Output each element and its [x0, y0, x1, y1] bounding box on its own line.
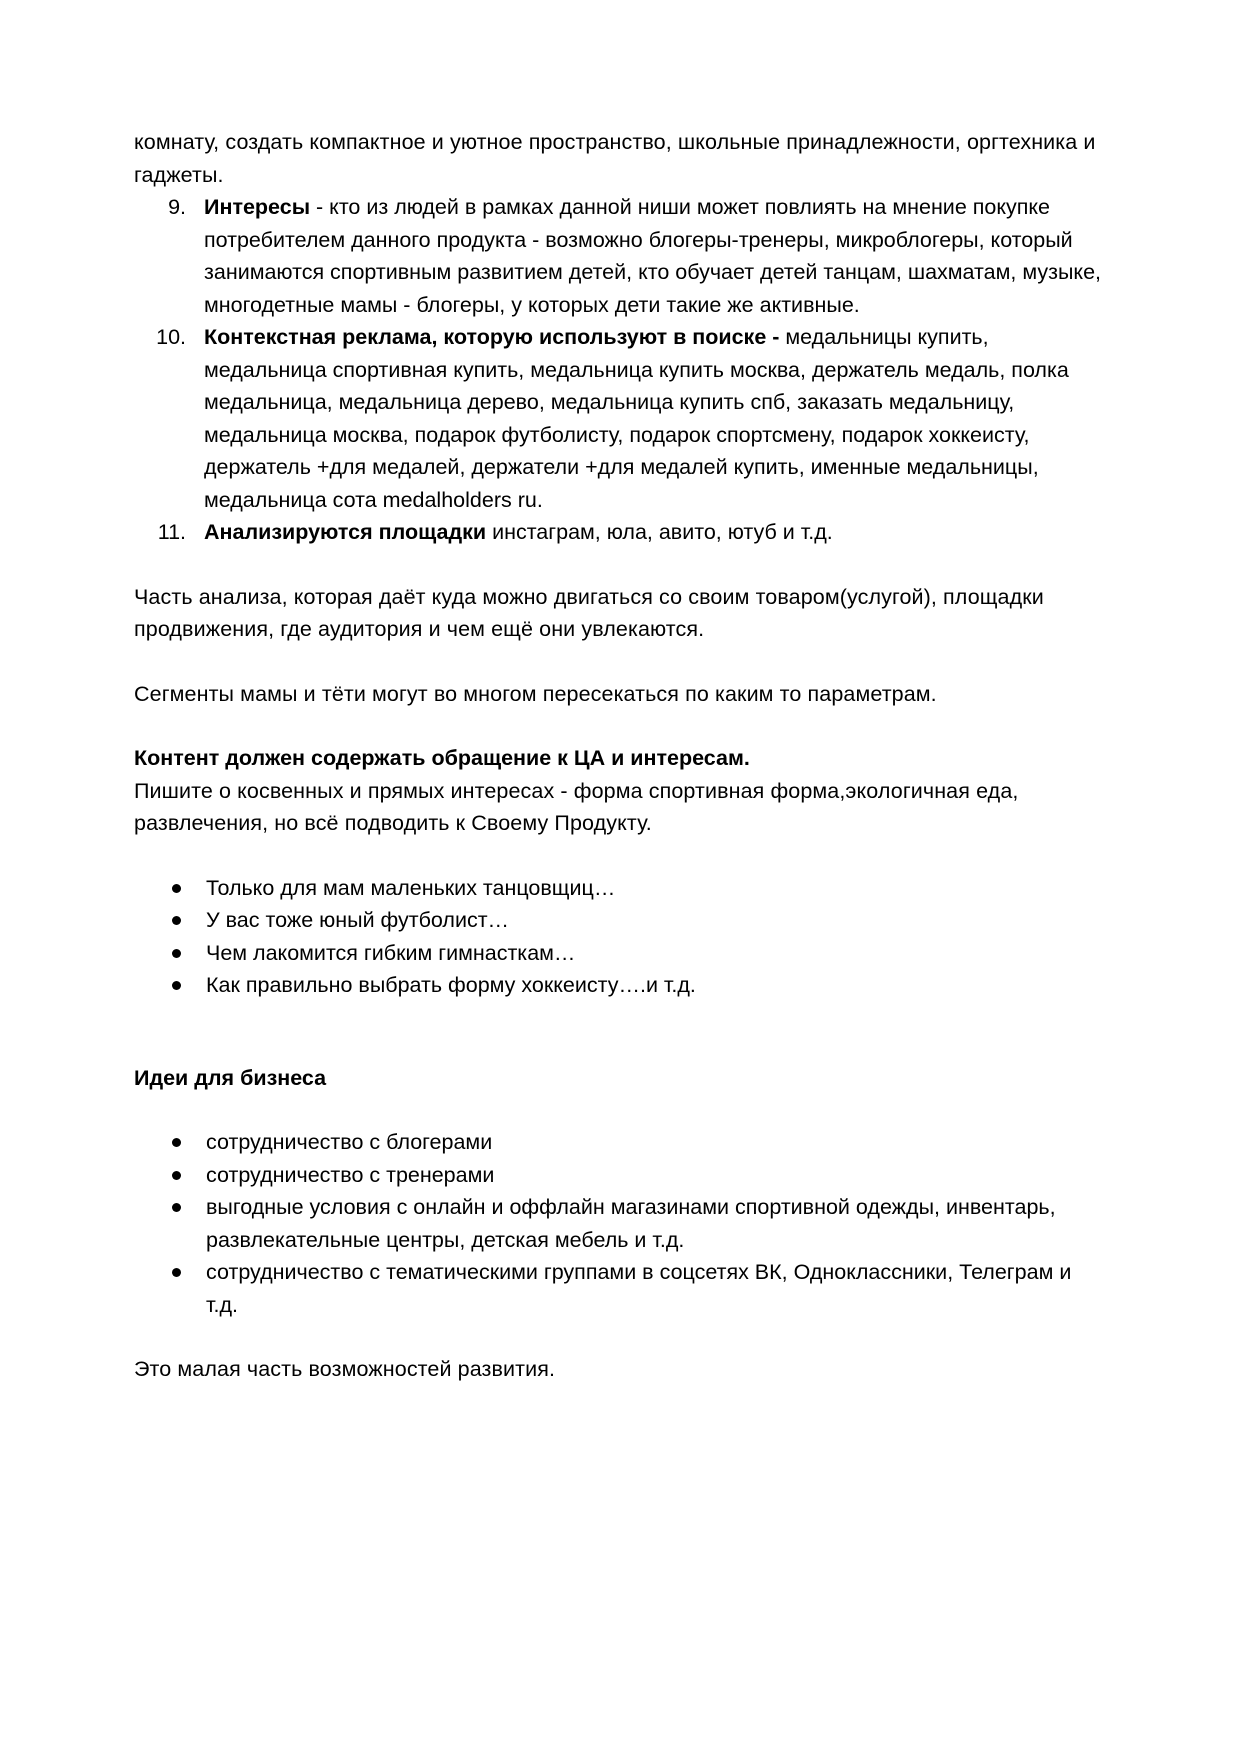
list-item: [134, 1126, 1109, 1159]
list-item: [134, 904, 1109, 937]
list-marker: 11.: [157, 520, 186, 544]
spacer: [134, 840, 1109, 872]
content-section-paragraph: Пишите о косвенных и прямых интересах - форма спортивная форма,экологичная еда, развлечения, но всё подводить к Своему Продукту.: [134, 778, 1019, 835]
spacer: [134, 646, 1109, 678]
spacer: [134, 710, 1109, 742]
bullet-icon: [172, 884, 181, 893]
spacer: [134, 549, 1109, 581]
bullet-icon: [172, 981, 181, 990]
document-body: [134, 126, 1109, 1386]
list-item-rest: медальницы купить, медальница спортивная купить, медальница купить москва, держатель медаль, полка медальница, медальница дерево, медальница купить спб, заказать медальницу, медальница москва, подарок футболисту, подарок спортсмену, подарок хоккеисту, держатель +для медалей, держатели +для медалей купить, именные медальницы, медальница сота medalholders ru.: [204, 325, 1069, 512]
list-item-text: [204, 516, 1109, 549]
list-item: [134, 1256, 1109, 1321]
numbered-list-item-11: [134, 516, 1109, 549]
content-section-heading: Контент должен содержать обращение к ЦА и интересам.: [134, 746, 750, 770]
intro-continuation-paragraph: комнату, создать компактное и уютное пространство, школьные принадлежности, оргтехника и гаджеты.: [134, 130, 1096, 187]
numbered-list-item-9: [134, 191, 1109, 321]
list-item-label: сотрудничество с тематическими группами в соцсетях ВК, Одноклассники, Телеграм и т.д.: [206, 1260, 1072, 1317]
ideas-bullet-list: [134, 1126, 1109, 1321]
list-item-lead: Анализируются площадки: [204, 520, 487, 544]
list-item-label: У вас тоже юный футболист…: [206, 908, 510, 932]
list-item-rest: - кто из людей в рамках данной ниши может повлиять на мнение покупке потребителем данного продукта - возможно блогеры-тренеры, микроблогеры, который занимаются спортивным развитием детей, кто обучает детей танцам, шахматам, музыке, многодетные мамы - блогеры, у которых дети такие же активные.: [204, 195, 1101, 317]
list-marker: 9.: [168, 195, 186, 219]
list-item-text: [204, 321, 1109, 516]
list-item-label: Как правильно выбрать форму хоккеисту….и т.д.: [206, 973, 696, 997]
bullet-icon: [172, 1268, 181, 1277]
list-item: [134, 969, 1109, 1002]
list-item: [134, 937, 1109, 970]
list-item-lead: Интересы: [204, 195, 311, 219]
ideas-section-heading: Идеи для бизнеса: [134, 1065, 327, 1090]
list-item-label: выгодные условия с онлайн и оффлайн магазинами спортивной одежды, инвентарь, развлекательные центры, детская мебель и т.д.: [206, 1195, 1056, 1252]
bullet-icon: [172, 916, 181, 925]
bullet-icon: [172, 1203, 181, 1212]
content-bullet-list: [134, 872, 1109, 1002]
bullet-icon: [172, 949, 181, 958]
list-item-lead: Контекстная реклама, которую используют в поиске -: [204, 325, 780, 349]
segments-paragraph: Сегменты мамы и тёти могут во многом пересекаться по каким то параметрам.: [134, 681, 937, 706]
list-item-label: сотрудничество с блогерами: [206, 1130, 493, 1154]
closing-paragraph: Это малая часть возможностей развития.: [134, 1357, 556, 1381]
analysis-paragraph: Часть анализа, которая даёт куда можно двигаться со своим товаром(услугой), площадки продвижения, где аудитория и чем ещё они увлекаются.: [134, 584, 1044, 641]
list-item: [134, 872, 1109, 905]
numbered-list-item-10: [134, 321, 1109, 516]
numbered-list: [134, 191, 1109, 549]
list-item-text: [204, 191, 1109, 321]
spacer: [134, 1321, 1109, 1353]
list-item-label: Чем лакомится гибким гимнасткам…: [206, 940, 576, 965]
list-item: [134, 1159, 1109, 1192]
list-item-label: Только для мам маленьких танцовщиц…: [206, 875, 616, 900]
list-item: [134, 1191, 1109, 1256]
list-item-label: сотрудничество с тренерами: [206, 1162, 495, 1187]
bullet-icon: [172, 1138, 181, 1147]
spacer: [134, 1094, 1109, 1126]
spacer: [134, 1002, 1109, 1062]
list-item-rest: инстаграм, юла, авито, ютуб и т.д.: [486, 520, 833, 544]
list-marker: 10.: [156, 325, 186, 349]
bullet-icon: [172, 1171, 181, 1180]
